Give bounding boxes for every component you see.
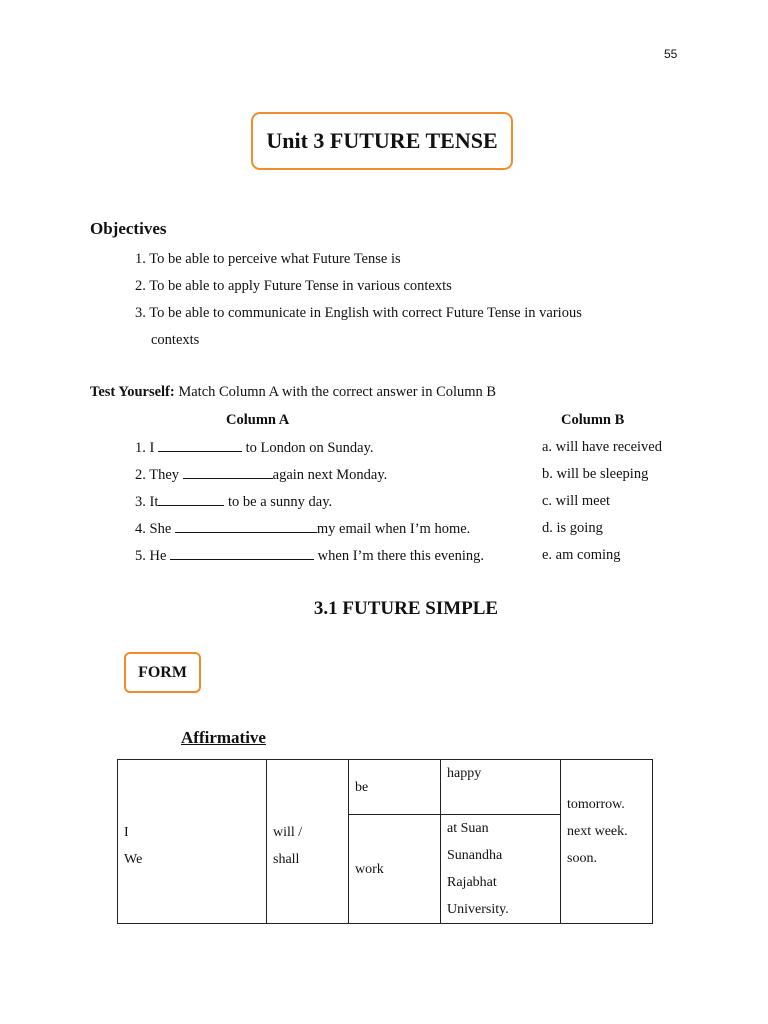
question-item — [135, 439, 374, 457]
verb: be — [355, 779, 369, 795]
answer-blank — [183, 466, 273, 479]
test-yourself-label: Test Yourself: — [90, 384, 175, 400]
question-suffix: my email when I’m home. — [316, 521, 471, 537]
question-item — [135, 520, 470, 538]
form-label: FORM — [138, 663, 187, 681]
page-number: 55 — [664, 47, 678, 61]
question-suffix: to be a sunny day. — [224, 494, 333, 510]
verb-cell-be — [349, 760, 441, 815]
subject: We — [124, 851, 143, 867]
question-prefix: 4. She — [135, 521, 175, 537]
complement-cell-be — [441, 760, 561, 815]
objective-item: 1. To be able to perceive what Future Tense is — [135, 251, 401, 267]
question-prefix: 5. He — [135, 548, 171, 564]
complement: Sunandha — [447, 848, 503, 863]
question-item — [135, 466, 387, 484]
test-yourself-instruction — [90, 384, 496, 401]
answer-option: b. will be sleeping — [542, 466, 649, 482]
time-expression: tomorrow. — [567, 797, 625, 812]
answer-blank — [158, 439, 242, 452]
complement: Rajabhat — [447, 875, 497, 890]
answer-blank — [170, 547, 314, 560]
column-a-header: Column A — [226, 412, 290, 428]
objective-item-continuation: contexts — [151, 332, 200, 348]
auxiliary: shall — [273, 851, 300, 867]
question-prefix: 3. It — [135, 494, 159, 510]
column-b-header: Column B — [561, 412, 625, 428]
objective-item: 2. To be able to apply Future Tense in various contexts — [135, 278, 452, 294]
question-suffix: to London on Sunday. — [241, 440, 374, 456]
complement: at Suan — [447, 821, 489, 836]
question-item — [135, 547, 484, 565]
affirmative-heading: Affirmative — [181, 728, 266, 747]
answer-option: a. will have received — [542, 439, 662, 455]
objective-item: 3. To be able to communicate in English with correct Future Tense in various — [135, 305, 582, 321]
auxiliary-cell — [267, 760, 349, 924]
answer-option: e. am coming — [542, 547, 621, 563]
section-title: 3.1 FUTURE SIMPLE — [313, 598, 499, 619]
affirmative-table — [117, 759, 653, 924]
time-expression: next week. — [567, 824, 628, 839]
answer-blank — [158, 493, 224, 506]
question-prefix: 2. They — [135, 467, 183, 483]
time-expression-cell — [561, 760, 653, 924]
question-suffix: again next Monday. — [272, 467, 388, 483]
objectives-heading: Objectives — [90, 219, 167, 238]
verb-cell-work — [349, 815, 441, 924]
test-yourself-text: Match Column A with the correct answer in Column B — [174, 384, 497, 400]
question-item — [135, 493, 332, 511]
question-prefix: 1. I — [135, 440, 158, 456]
complement: University. — [447, 902, 509, 917]
subject: I — [124, 824, 129, 840]
answer-option: d. is going — [542, 520, 603, 536]
complement-cell-work — [441, 815, 561, 924]
answer-option: c. will meet — [542, 493, 611, 509]
form-label-box — [124, 652, 201, 693]
unit-title-box — [251, 112, 513, 170]
answer-blank — [175, 520, 317, 533]
question-suffix: when I’m there this evening. — [314, 548, 484, 564]
subject-cell — [118, 760, 267, 924]
complement: happy — [447, 766, 482, 781]
auxiliary: will / — [273, 824, 303, 840]
time-expression: soon. — [567, 851, 597, 866]
unit-title: Unit 3 FUTURE TENSE — [266, 128, 498, 153]
verb: work — [355, 861, 384, 877]
